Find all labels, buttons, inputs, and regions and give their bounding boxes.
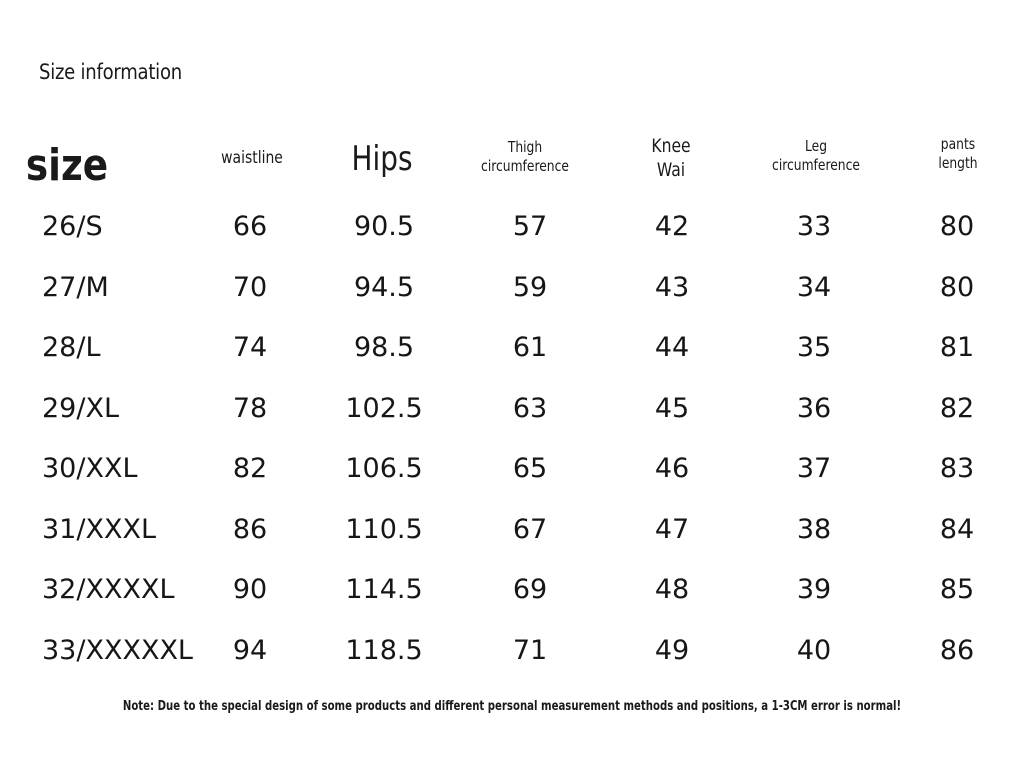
cell-knee: 45 bbox=[654, 392, 690, 424]
header-pants-length bbox=[934, 135, 982, 173]
cell-thigh: 67 bbox=[512, 513, 548, 545]
cell-thigh: 59 bbox=[512, 271, 548, 303]
cell-knee: 49 bbox=[654, 634, 690, 666]
cell-size: 31/XXXL bbox=[42, 513, 156, 545]
cell-pants: 83 bbox=[939, 453, 975, 484]
header-thigh-line2: circumference bbox=[481, 156, 569, 175]
cell-thigh: 65 bbox=[512, 453, 548, 484]
cell-waist: 70 bbox=[232, 271, 268, 303]
header-thigh bbox=[471, 138, 578, 176]
cell-leg: 36 bbox=[796, 392, 832, 424]
cell-waist: 66 bbox=[232, 211, 268, 242]
header-knee-line1: Knee bbox=[651, 135, 691, 157]
cell-leg: 40 bbox=[796, 634, 832, 666]
cell-size: 29/XL bbox=[42, 392, 119, 424]
header-pants-line1: pants bbox=[940, 135, 976, 153]
header-leg bbox=[762, 137, 869, 175]
cell-leg: 35 bbox=[796, 332, 832, 363]
cell-knee: 48 bbox=[654, 574, 690, 605]
header-knee-label bbox=[651, 135, 690, 183]
cell-size: 30/XXL bbox=[42, 453, 138, 484]
cell-hips: 110.5 bbox=[345, 513, 423, 545]
cell-thigh: 71 bbox=[512, 634, 548, 666]
page-title: Size information bbox=[39, 60, 182, 84]
header-leg-line2: circumference bbox=[772, 155, 860, 174]
header-size-label: size bbox=[25, 140, 109, 191]
measurement-note bbox=[13, 699, 1011, 714]
cell-knee: 44 bbox=[654, 332, 690, 363]
cell-leg: 39 bbox=[796, 574, 832, 605]
cell-size: 27/M bbox=[42, 271, 109, 303]
cell-thigh: 69 bbox=[512, 574, 548, 605]
cell-hips: 90.5 bbox=[353, 211, 415, 242]
cell-hips: 102.5 bbox=[345, 392, 423, 424]
header-knee bbox=[647, 135, 695, 183]
cell-pants: 80 bbox=[939, 271, 975, 303]
cell-pants: 85 bbox=[939, 574, 975, 605]
cell-pants: 81 bbox=[939, 332, 975, 363]
cell-size: 26/S bbox=[42, 211, 103, 242]
cell-leg: 34 bbox=[796, 271, 832, 303]
cell-waist: 78 bbox=[232, 392, 268, 424]
cell-knee: 43 bbox=[654, 271, 690, 303]
cell-waist: 86 bbox=[232, 513, 268, 545]
cell-pants: 80 bbox=[939, 211, 975, 242]
cell-thigh: 63 bbox=[512, 392, 548, 424]
cell-waist: 82 bbox=[232, 453, 268, 484]
cell-size: 28/L bbox=[42, 332, 101, 363]
cell-waist: 90 bbox=[232, 574, 268, 605]
cell-hips: 114.5 bbox=[345, 574, 423, 605]
cell-pants: 82 bbox=[939, 392, 975, 424]
header-thigh-label bbox=[481, 138, 569, 176]
cell-knee: 42 bbox=[654, 211, 690, 242]
header-leg-line1: Leg bbox=[804, 137, 828, 155]
header-waistline bbox=[214, 148, 289, 169]
header-size bbox=[19, 138, 116, 193]
cell-knee: 46 bbox=[654, 453, 690, 484]
cell-thigh: 57 bbox=[512, 211, 548, 242]
cell-leg: 37 bbox=[796, 453, 832, 484]
measurement-note-text: Note: Due to the special design of some products and different personal measurement methods and positions, a 1-3CM error is normal! bbox=[122, 699, 902, 714]
cell-waist: 74 bbox=[232, 332, 268, 363]
cell-pants: 86 bbox=[939, 634, 975, 666]
header-hips-label: Hips bbox=[351, 139, 413, 179]
header-pants-line2: length bbox=[938, 153, 978, 172]
cell-leg: 33 bbox=[796, 211, 832, 242]
cell-size: 33/XXXXXL bbox=[42, 634, 193, 666]
cell-hips: 94.5 bbox=[353, 271, 415, 303]
cell-thigh: 61 bbox=[512, 332, 548, 363]
header-hips bbox=[345, 138, 419, 181]
cell-pants: 84 bbox=[939, 513, 975, 545]
cell-size: 32/XXXXL bbox=[42, 574, 175, 605]
cell-hips: 98.5 bbox=[353, 332, 415, 363]
cell-leg: 38 bbox=[796, 513, 832, 545]
cell-knee: 47 bbox=[654, 513, 690, 545]
cell-hips: 106.5 bbox=[345, 453, 423, 484]
cell-hips: 118.5 bbox=[345, 634, 423, 666]
header-waistline-label: waistline bbox=[221, 148, 283, 168]
header-thigh-line1: Thigh bbox=[507, 138, 543, 156]
header-pants-label bbox=[938, 135, 977, 173]
header-leg-label bbox=[772, 137, 860, 175]
cell-waist: 94 bbox=[232, 634, 268, 666]
header-knee-line2: Wai bbox=[656, 158, 686, 181]
